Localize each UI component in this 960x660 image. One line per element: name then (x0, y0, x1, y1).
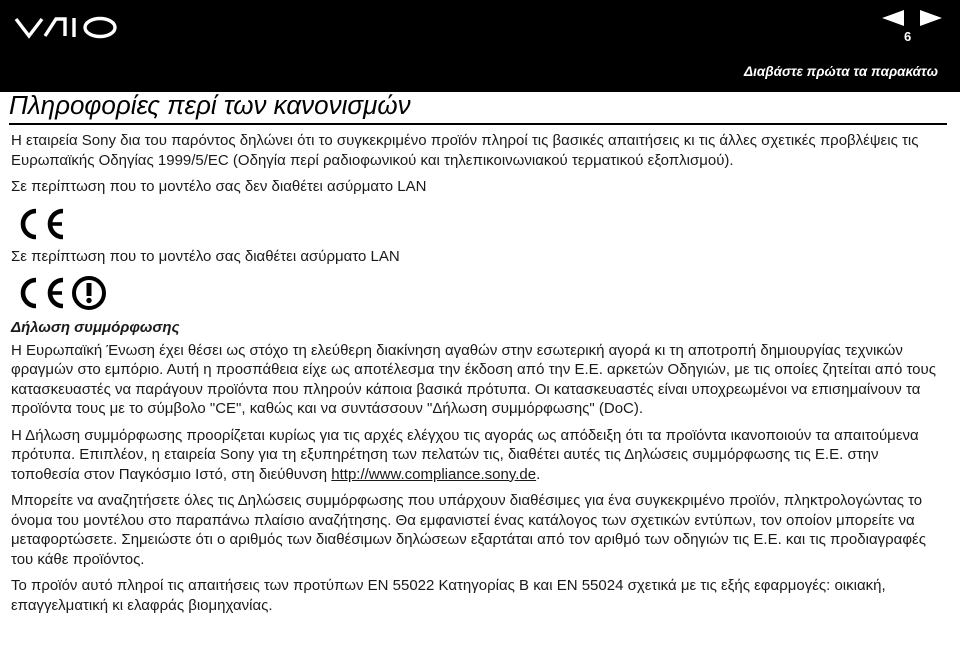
no-wlan-text: Σε περίπτωση που το μοντέλο σας δεν διαθέτει ασύρματο LAN (11, 178, 427, 195)
search-paragraph: Μπορείτε να αναζητήσετε όλες τις Δηλώσεις συμμόρφωσης που υπάρχουν διαθέσιμες για ένα συγκεκριμένο προϊόν, πληκτρολογώντας το όνομα του μοντέλου στο παραπάνω πλαίσιο αναζήτησης. Θα εμφανιστεί ένας κατάλογος των σχετικών εντύπων, τον οποίον μπορείτε να μεταφορτώσετε. Σημειώστε ότι ο αριθμός των διαθέσιμων δηλώσεων εξαρτάται από τον αριθμό των οδηγιών τις Ε.Ε. και τις προδιαγραφές του κάθε προϊόντος. (11, 492, 926, 568)
ce-alert-mark-icon (11, 272, 111, 314)
standards-paragraph: Το προϊόν αυτό πληροί τις απαιτήσεις των προτύπων EN 55022 Κατηγορίας B και EN 55024 σχετικά με τις εξής εφαρμογές: οικιακή, επαγγελματική κι ελαφράς βιομηχανίας. (11, 577, 886, 614)
page-title: Πληροφορίες περί των κανονισμών (9, 90, 411, 120)
intro-paragraph: Η εταιρεία Sony δια του παρόντος δηλώνει ότι το συγκεκριμένο προϊόν πληροί τις βασικές απαιτήσεις κι τις άλλες σχετικές προβλέψεις τις Ευρωπαϊκής Οδηγίας 1999/5/EC (Οδηγία περί ραδιοφωνικού και τηλεπικοινωνιακού τερματικού εξοπλισμού). (11, 132, 919, 169)
doc-paragraph (11, 426, 951, 485)
ce-mark-row (11, 201, 951, 247)
eu-paragraph: Η Ευρωπαϊκή Ένωση έχει θέσει ως στόχο τη ελεύθερη διακίνηση αγαθών στην εσωτερική αγορά κι τη αποτροπή δημιουργίας τεχνικών φραγμών στο εμπόριο. Αυτή η προσπάθεια είχε ως αποτέλεσμα την έκδοση από την Ε.Ε. αρκετών Οδηγιών, με τις οποίες ζητείται από τους κατασκευαστές να παράγουν προϊόντα που πληρούν κάποια βασικά πρότυπα. Οι κατασκευαστές είναι υποχρεωμένοι να επισημαίνουν τα προϊόντα τους με το σύμβολο "CE", καθώς και να συντάσσουν "Δήλωση συμμόρφωσης" (DoC). (11, 341, 936, 417)
compliance-link[interactable]: http://www.compliance.sony.de (331, 465, 537, 483)
ce-mark-icon (11, 205, 71, 243)
title-divider (9, 123, 947, 125)
vaio-logo-icon (12, 10, 122, 42)
page-header (0, 0, 960, 92)
previous-page-icon[interactable] (882, 10, 904, 26)
doc-paragraph-end: . (536, 465, 541, 483)
alert-circle-icon (74, 278, 104, 308)
page-number: 6 (904, 29, 912, 44)
next-page-icon[interactable] (920, 10, 942, 26)
ce-alert-mark-row (11, 268, 951, 318)
wlan-text: Σε περίπτωση που το μοντέλο σας διαθέτει ασύρματο LAN (11, 247, 400, 265)
doc-paragraph-text: Η Δήλωση συμμόρφωσης προορίζεται κυρίως για τις αρχές ελέγχου τις αγοράς ως απόδειξη ότι τα προϊόντα ικανοποιούν τα απαιτούμενα πρότυπα. Επιπλέον, η εταιρεία Sony για τη εξυπηρέτηση των πελατών τις, διαθέτει αυτές τις Δηλώσεις συμμόρφωσης τις Ε.Ε. στην τοποθεσία στον Παγκόσμιο Ιστό, στη διεύθυνση (11, 426, 919, 483)
section-heading: Δήλωση συμμόρφωσης (11, 319, 180, 336)
read-first-link[interactable]: Διαβάστε πρώτα τα παρακάτω (744, 64, 938, 79)
main-content (11, 131, 951, 615)
